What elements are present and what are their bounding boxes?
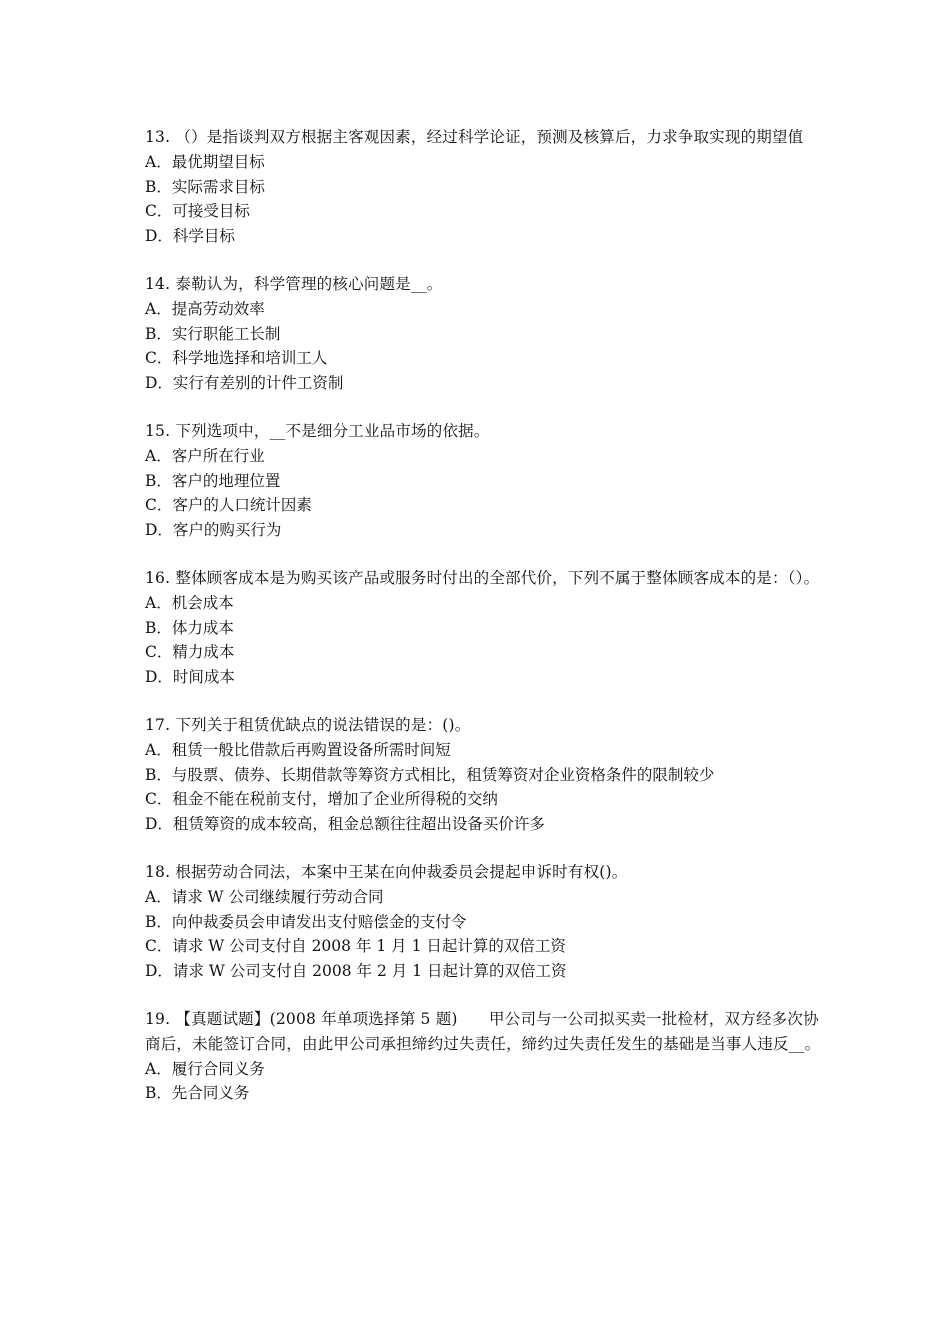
option-a: A．履行合同义务	[145, 1059, 265, 1078]
option-b: B．向仲裁委员会申请发出支付赔偿金的支付令	[145, 912, 467, 931]
question-stem: 14. 泰勒认为，科学管理的核心问题是__。	[145, 274, 443, 293]
question-stem: 16. 整体顾客成本是为购买该产品或服务时付出的全部代价，下列不属于整体顾客成本的是：（）。	[145, 568, 820, 587]
question-17	[145, 713, 825, 837]
question-stem: 19. 【真题试题】(2008 年单项选择第 5 题) 甲公司与一公司拟买卖一批检材，双方经多次协商后，未能签订合同，由此甲公司承担缔约过失责任，缔约过失责任发生的基础是当事人违反__。	[145, 1009, 821, 1053]
option-b: B．客户的地理位置	[145, 471, 281, 490]
question-stem: 18. 根据劳动合同法，本案中王某在向仲裁委员会提起申诉时有权()。	[145, 862, 628, 881]
question-16	[145, 566, 825, 690]
option-d: D．客户的购买行为	[145, 521, 282, 540]
option-b: B．实行职能工长制	[145, 324, 281, 343]
option-c: C．精力成本	[145, 643, 235, 662]
option-c: C．科学地选择和培训工人	[145, 349, 328, 368]
option-a: A．客户所在行业	[145, 446, 265, 465]
question-18	[145, 860, 825, 984]
option-d: D．科学目标	[145, 227, 235, 246]
option-d: D．实行有差别的计件工资制	[145, 374, 344, 393]
option-d: D．请求 W 公司支付自 2008 年 2 月 1 日起计算的双倍工资	[145, 962, 567, 981]
question-15	[145, 419, 825, 543]
option-a: A．机会成本	[145, 593, 234, 612]
document-page	[145, 125, 825, 1129]
option-d: D．租赁筹资的成本较高，租金总额往往超出设备买价许多	[145, 815, 545, 834]
option-b: B．与股票、债券、长期借款等筹资方式相比，租赁筹资对企业资格条件的限制较少	[145, 765, 715, 784]
option-b: B．实际需求目标	[145, 177, 265, 196]
option-c: C．租金不能在税前支付，增加了企业所得税的交纳	[145, 790, 498, 809]
option-c: C．客户的人口统计因素	[145, 496, 312, 515]
question-stem: 17. 下列关于租赁优缺点的说法错误的是：()。	[145, 715, 471, 734]
option-a: A．提高劳动效率	[145, 299, 265, 318]
option-a: A．请求 W 公司继续履行劳动合同	[145, 887, 384, 906]
option-a: A．租赁一般比借款后再购置设备所需时间短	[145, 740, 451, 759]
option-a: A．最优期望目标	[145, 152, 265, 171]
option-d: D．时间成本	[145, 668, 235, 687]
option-c: C．可接受目标	[145, 202, 250, 221]
option-c: C．请求 W 公司支付自 2008 年 1 月 1 日起计算的双倍工资	[145, 937, 566, 956]
question-stem: 15. 下列选项中，__不是细分工业品市场的依据。	[145, 421, 490, 440]
option-b: B．先合同义务	[145, 1084, 250, 1103]
question-14	[145, 272, 825, 396]
option-b: B．体力成本	[145, 618, 234, 637]
question-19	[145, 1007, 825, 1106]
question-stem: 13. （）是指谈判双方根据主客观因素，经过科学论证，预测及核算后，力求争取实现的期望值	[145, 128, 804, 146]
question-13	[145, 125, 825, 249]
